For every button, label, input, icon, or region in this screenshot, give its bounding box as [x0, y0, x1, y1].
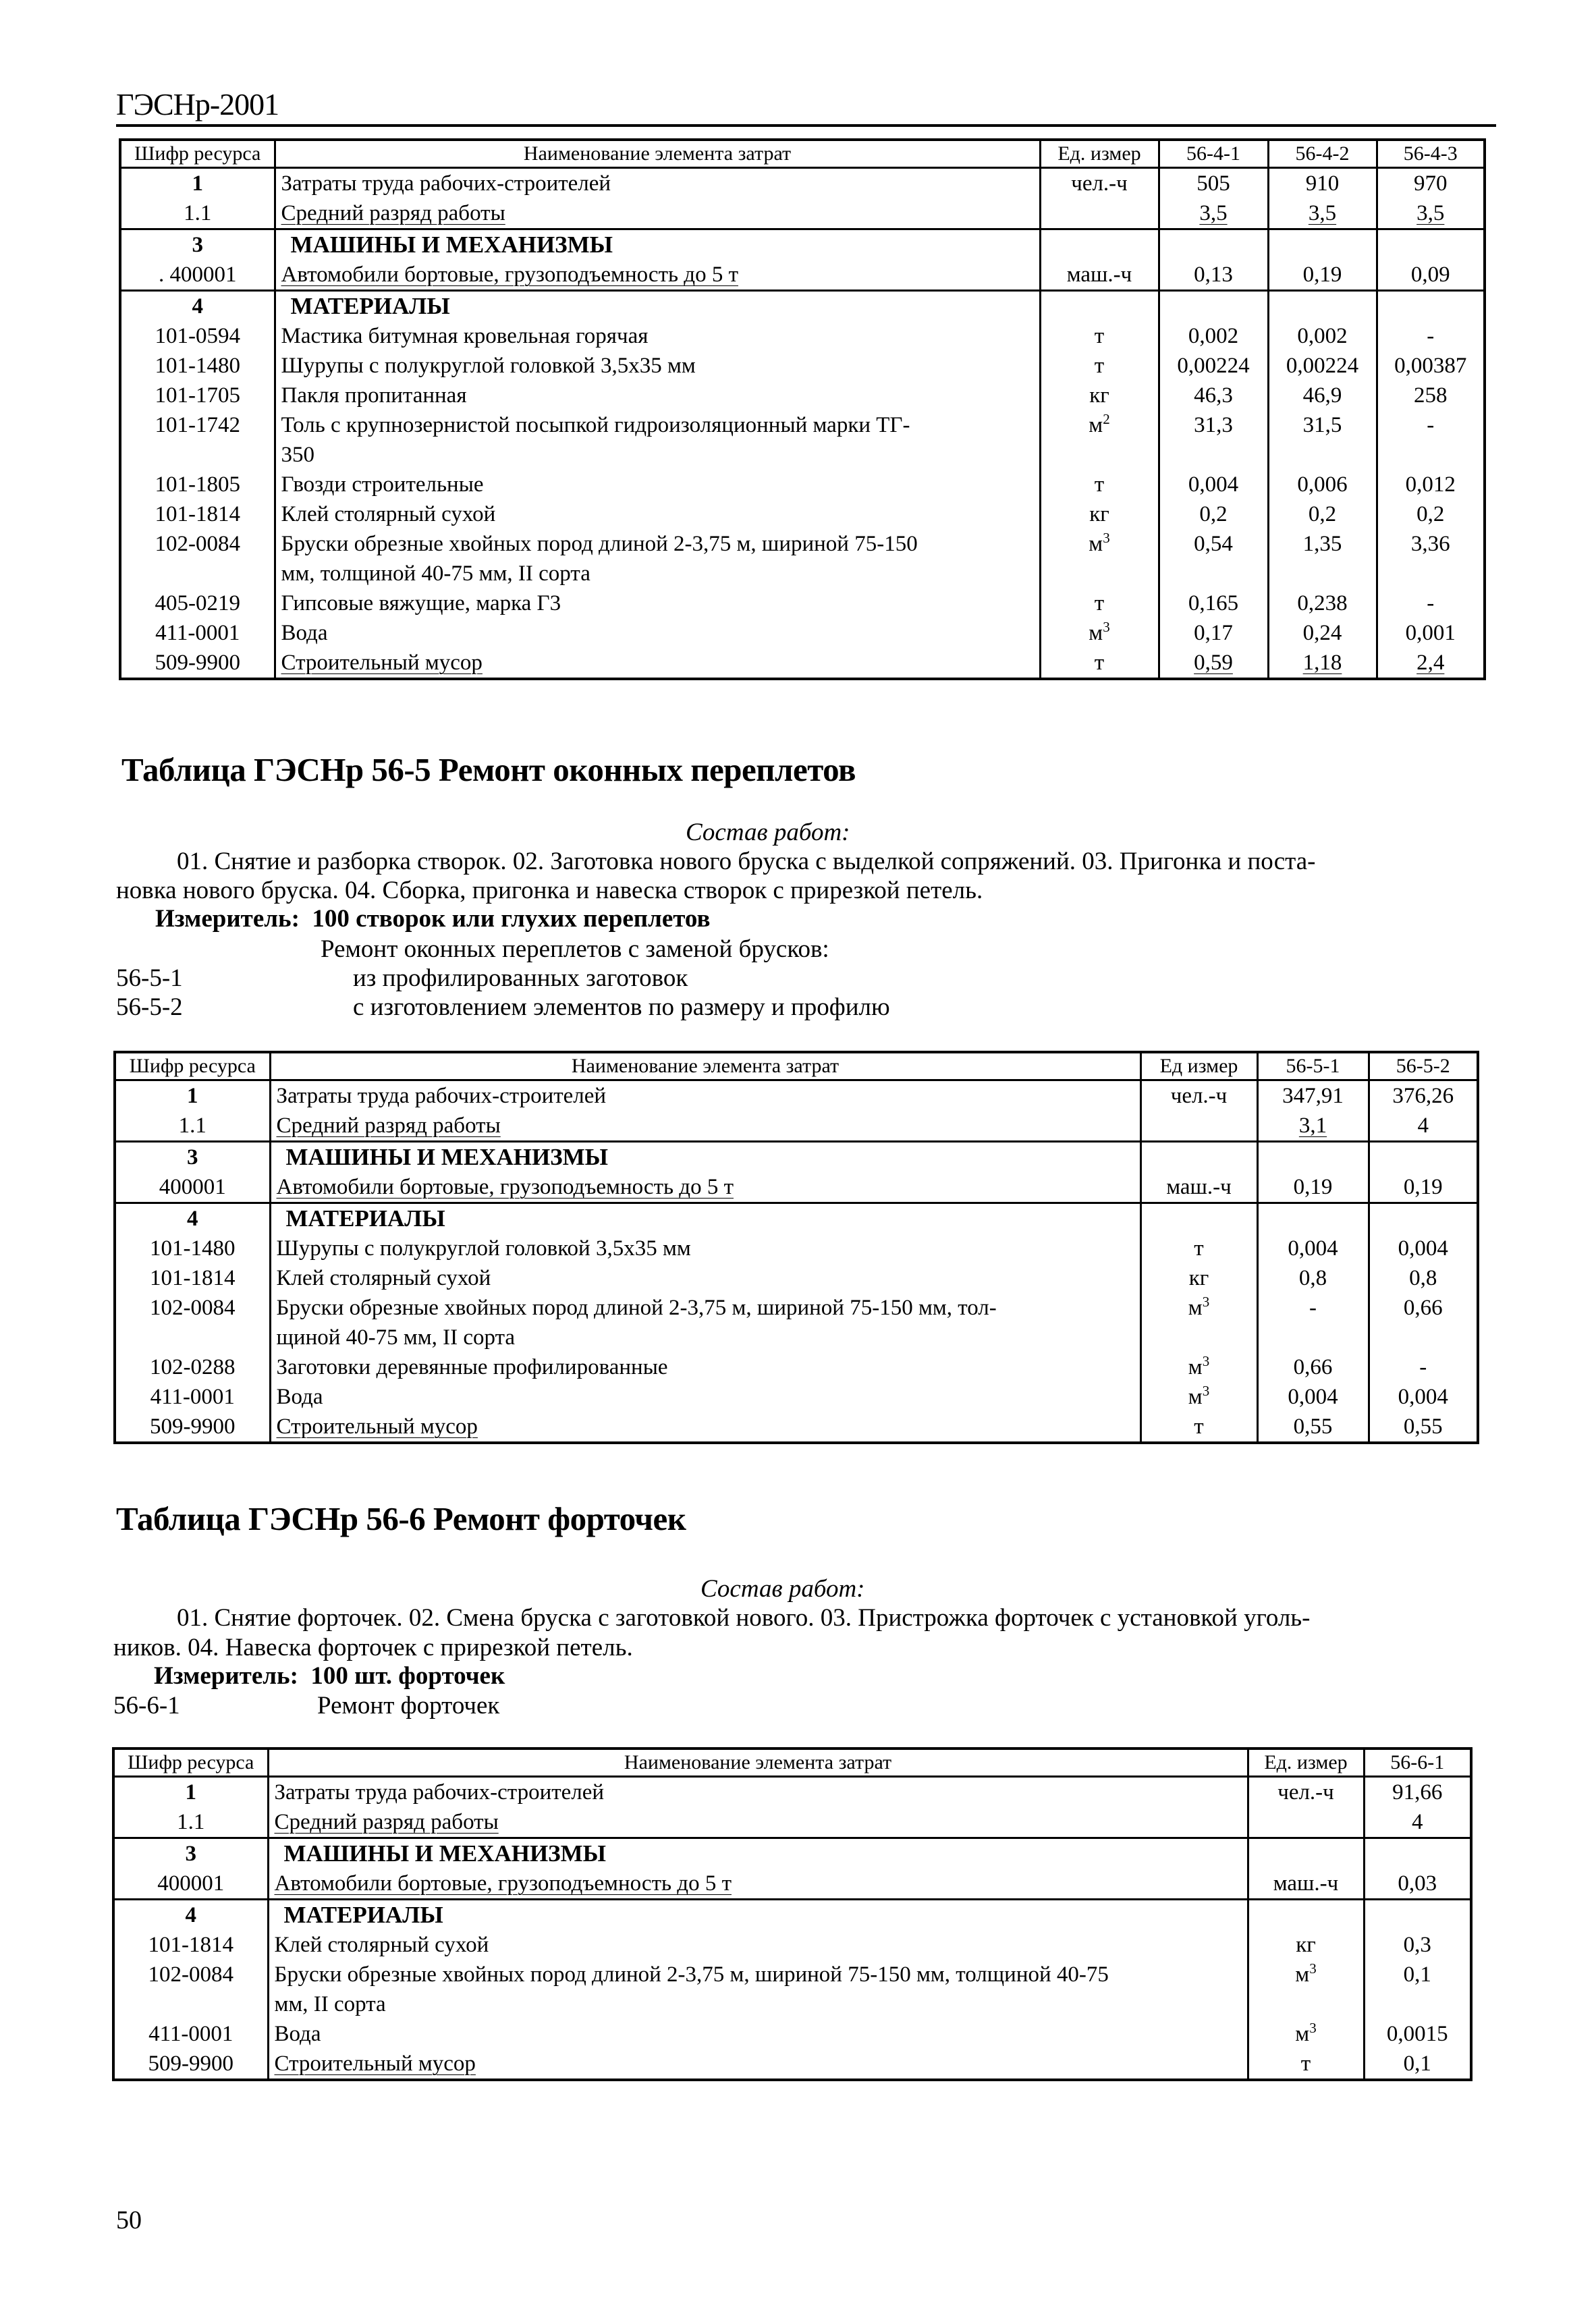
resource-name: Мастика битумная кровельная горячая: [275, 321, 1040, 351]
value: 0,0015: [1364, 2019, 1471, 2049]
value: 0,13: [1159, 229, 1268, 291]
norm-code: 56-5-1: [116, 964, 183, 992]
table-row: [120, 618, 1485, 648]
table-row: [115, 1382, 1478, 1412]
value: 0,004: [1369, 1382, 1478, 1412]
unit: т: [1140, 1234, 1257, 1263]
unit: $м^3$: [1140, 1293, 1257, 1352]
value: 0,66: [1369, 1293, 1478, 1352]
table-row: [120, 499, 1485, 529]
norm-code: 56-6-1: [113, 1692, 180, 1719]
table-row: [120, 321, 1485, 351]
table-row: [113, 1777, 1471, 1808]
meter-line: [155, 904, 711, 933]
resource-name: Автомобили бортовые, грузоподъемность до 5 т: [268, 1869, 1248, 1900]
value: -: [1377, 588, 1485, 618]
resource-code: 101-1480: [120, 351, 275, 381]
running-header: ГЭСНр-2001: [116, 87, 279, 121]
resource-code: 1: [115, 1080, 270, 1111]
value: 970: [1377, 168, 1485, 199]
table-header-row: [120, 140, 1485, 168]
value: 0,004: [1159, 470, 1268, 499]
col-header-norm: 56-4-2: [1268, 140, 1377, 168]
meter-value: 100 шт. форточек: [310, 1662, 505, 1690]
resource-name: Затраты труда рабочих-строителей: [275, 168, 1040, 199]
section-heading: МАТЕРИАЛЫ: [268, 1900, 1248, 1931]
col-header-unit: Ед. измер: [1248, 1749, 1364, 1777]
value: 0,2: [1377, 499, 1485, 529]
col-header-norm: 56-5-2: [1369, 1052, 1478, 1080]
table-row: [113, 1960, 1471, 2019]
resource-code: 411-0001: [120, 618, 275, 648]
unit: т: [1040, 648, 1159, 679]
section-heading: МАТЕРИАЛЫ: [275, 291, 1040, 322]
resource-name: Строительный мусор: [268, 2049, 1248, 2080]
col-header-name: Наименование элемента затрат: [270, 1052, 1140, 1080]
unit: $м^3$: [1140, 1382, 1257, 1412]
value: 505: [1159, 168, 1268, 199]
resource-name: Средний разряд работы: [270, 1111, 1140, 1142]
resource-code: 400001: [113, 1869, 268, 1900]
col-header-code: Шифр ресурса: [113, 1749, 268, 1777]
work-composition-line: 01. Снятие и разборка створок. 02. Заготовка нового бруска с выделкой сопряжений. 03. Пригонка и поста-: [177, 848, 1316, 875]
resource-name: Гипсовые вяжущие, марка Г3: [275, 588, 1040, 618]
col-header-norm: 56-4-3: [1377, 140, 1485, 168]
table-header-row: [113, 1749, 1471, 1777]
value: 1,35: [1268, 529, 1377, 588]
value: -: [1369, 1352, 1478, 1382]
table-row: [120, 198, 1485, 229]
value: -: [1257, 1293, 1369, 1352]
resource-table-56-4: [119, 138, 1486, 680]
meter-label: Измеритель:: [154, 1662, 298, 1690]
unit: т: [1248, 2049, 1364, 2080]
value: 0,001: [1377, 618, 1485, 648]
table-header-row: [115, 1052, 1478, 1080]
table-row: [120, 168, 1485, 199]
table-row: [115, 1293, 1478, 1352]
table-row: [120, 410, 1485, 470]
resource-name: Средний разряд работы: [275, 198, 1040, 229]
unit: т: [1140, 1412, 1257, 1443]
table-row: [113, 1930, 1471, 1960]
resource-name: Заготовки деревянные профилированные: [270, 1352, 1140, 1382]
col-header-code: Шифр ресурса: [115, 1052, 270, 1080]
unit: $м^3$: [1248, 1960, 1364, 2019]
meter-value: 100 створок или глухих переплетов: [312, 905, 711, 933]
value: 0,165: [1159, 588, 1268, 618]
work-composition-line: ников. 04. Навеска форточек с прирезкой петель.: [113, 1634, 633, 1661]
table-row: [115, 1263, 1478, 1293]
resource-code: 509-9900: [120, 648, 275, 679]
work-composition-line: 01. Снятие форточек. 02. Смена бруска с заготовкой нового. 03. Пристрожка форточек с установкой уголь-: [177, 1604, 1311, 1632]
value: 0,3: [1364, 1930, 1471, 1960]
group-caption: Ремонт оконных переплетов с заменой брусков:: [321, 935, 829, 963]
unit: [1040, 198, 1159, 229]
table-row: [120, 529, 1485, 588]
header-rule: [116, 124, 1496, 127]
value: 0,00224: [1159, 351, 1268, 381]
unit: чел.-ч: [1040, 168, 1159, 199]
unit: кг: [1140, 1263, 1257, 1293]
col-header-norm: 56-4-1: [1159, 140, 1268, 168]
unit: кг: [1040, 499, 1159, 529]
value: 3,5: [1377, 198, 1485, 229]
resource-name: Бруски обрезные хвойных пород длиной 2-3,75 м, шириной 75-150 мм, толщиной 40-75 мм, II сорта: [268, 1960, 1248, 2019]
norm-code: 56-5-2: [116, 993, 183, 1021]
resource-code: 101-1814: [115, 1263, 270, 1293]
unit: $м^3$: [1040, 529, 1159, 588]
value: 0,00387: [1377, 351, 1485, 381]
unit: т: [1040, 588, 1159, 618]
resource-name: Гвозди строительные: [275, 470, 1040, 499]
norm-description: с изготовлением элементов по размеру и профилю: [353, 993, 890, 1021]
table-row: [113, 1900, 1471, 1931]
value: 0,17: [1159, 618, 1268, 648]
resource-code: 101-1814: [113, 1930, 268, 1960]
resource-name: Строительный мусор: [270, 1412, 1140, 1443]
resource-table-56-5: [113, 1051, 1479, 1444]
value: 0,2: [1159, 499, 1268, 529]
section-heading: МАШИНЫ И МЕХАНИЗМЫ: [275, 229, 1040, 260]
table-row: [120, 648, 1485, 679]
resource-name: Затраты труда рабочих-строителей: [270, 1080, 1140, 1111]
value: 0,004: [1257, 1234, 1369, 1263]
section-heading: МАШИНЫ И МЕХАНИЗМЫ: [268, 1838, 1248, 1869]
value: 0,55: [1257, 1412, 1369, 1443]
unit: кг: [1248, 1930, 1364, 1960]
unit: кг: [1040, 381, 1159, 410]
resource-code: 101-1814: [120, 499, 275, 529]
table-row: [115, 1111, 1478, 1142]
unit: $м^3$: [1248, 2019, 1364, 2049]
resource-code: 405-0219: [120, 588, 275, 618]
value: 0,19: [1257, 1142, 1369, 1203]
resource-code: 509-9900: [113, 2049, 268, 2080]
value: -: [1377, 410, 1485, 470]
value: 0,54: [1159, 529, 1268, 588]
value: 3,5: [1268, 198, 1377, 229]
unit: маш.-ч: [1040, 229, 1159, 291]
resource-table-56-6: [112, 1747, 1473, 2081]
table-row: [120, 381, 1485, 410]
resource-code: 102-0288: [115, 1352, 270, 1382]
section-heading: МАШИНЫ И МЕХАНИЗМЫ: [270, 1142, 1140, 1173]
section-title-56-6: Таблица ГЭСНр 56-6 Ремонт форточек: [116, 1500, 686, 1537]
unit: [1140, 1111, 1257, 1142]
resource-name: Бруски обрезные хвойных пород длиной 2-3,75 м, шириной 75-150 мм, тол- щиной 40-75 мм, II сорта: [270, 1293, 1140, 1352]
value: 0,2: [1268, 499, 1377, 529]
value: 31,5: [1268, 410, 1377, 470]
work-composition-label: Состав работ:: [686, 819, 850, 846]
meter-line: [154, 1661, 505, 1690]
value: 0,55: [1369, 1412, 1478, 1443]
value: 347,91: [1257, 1080, 1369, 1111]
resource-code: 1: [113, 1777, 268, 1808]
value: 3,36: [1377, 529, 1485, 588]
col-header-norm: 56-5-1: [1257, 1052, 1369, 1080]
value: 0,8: [1369, 1263, 1478, 1293]
meter-label: Измеритель:: [155, 905, 300, 933]
value: 31,3: [1159, 410, 1268, 470]
resource-code: 509-9900: [115, 1412, 270, 1443]
resource-name: Клей столярный сухой: [270, 1263, 1140, 1293]
value: 0,012: [1377, 470, 1485, 499]
norm-description: из профилированных заготовок: [353, 964, 688, 992]
unit: чел.-ч: [1248, 1777, 1364, 1808]
value: 0,19: [1369, 1142, 1478, 1203]
resource-name: Строительный мусор: [275, 648, 1040, 679]
table-row: [115, 1080, 1478, 1111]
table-row: [120, 588, 1485, 618]
resource-code: 411-0001: [113, 2019, 268, 2049]
resource-code: 102-0084: [113, 1960, 268, 2019]
resource-code: 400001: [115, 1172, 270, 1203]
value: 91,66: [1364, 1777, 1471, 1808]
resource-code: 1: [120, 168, 275, 199]
table-row: [113, 2019, 1471, 2049]
resource-name: Затраты труда рабочих-строителей: [268, 1777, 1248, 1808]
value: 0,24: [1268, 618, 1377, 648]
col-header-unit: Ед. измер: [1040, 140, 1159, 168]
resource-code: 102-0084: [120, 529, 275, 588]
resource-code: . 400001: [120, 260, 275, 291]
value: 0,09: [1377, 229, 1485, 291]
resource-code: 101-1805: [120, 470, 275, 499]
resource-code: 4: [120, 291, 275, 322]
resource-name: Шурупы с полукруглой головкой 3,5х35 мм: [275, 351, 1040, 381]
unit: т: [1040, 470, 1159, 499]
table-row: [120, 470, 1485, 499]
resource-code: 1.1: [113, 1807, 268, 1838]
resource-code: 3: [115, 1142, 270, 1173]
table-row: [120, 229, 1485, 260]
resource-name: Клей столярный сухой: [268, 1930, 1248, 1960]
table-row: [115, 1142, 1478, 1173]
resource-name: Средний разряд работы: [268, 1807, 1248, 1838]
resource-code: 101-0594: [120, 321, 275, 351]
value: 2,4: [1377, 648, 1485, 679]
table-row: [115, 1234, 1478, 1263]
value: 0,66: [1257, 1352, 1369, 1382]
resource-code: 101-1480: [115, 1234, 270, 1263]
resource-code: 1.1: [115, 1111, 270, 1142]
col-header-name: Наименование элемента затрат: [268, 1749, 1248, 1777]
unit: чел.-ч: [1140, 1080, 1257, 1111]
value: 0,004: [1257, 1382, 1369, 1412]
table-row: [113, 2049, 1471, 2080]
unit: [1248, 1807, 1364, 1838]
table-row: [113, 1838, 1471, 1869]
resource-name: Бруски обрезные хвойных пород длиной 2-3,75 м, шириной 75-150 мм, толщиной 40-75 мм, II сорта: [275, 529, 1040, 588]
resource-name: Вода: [270, 1382, 1140, 1412]
value: 0,00224: [1268, 351, 1377, 381]
value: 910: [1268, 168, 1377, 199]
value: 46,3: [1159, 381, 1268, 410]
resource-code: 3: [113, 1838, 268, 1869]
unit: т: [1040, 321, 1159, 351]
section-title-56-5: Таблица ГЭСНр 56-5 Ремонт оконных переплетов: [121, 751, 856, 788]
norm-description: Ремонт форточек: [317, 1692, 500, 1719]
resource-code: 1.1: [120, 198, 275, 229]
unit: т: [1040, 351, 1159, 381]
table-row: [120, 351, 1485, 381]
resource-name: Автомобили бортовые, грузоподъемность до 5 т: [270, 1172, 1140, 1203]
unit: маш.-ч: [1248, 1838, 1364, 1900]
col-header-name: Наименование элемента затрат: [275, 140, 1040, 168]
value: 0,1: [1364, 2049, 1471, 2080]
table-row: [115, 1412, 1478, 1443]
resource-code: 3: [120, 229, 275, 260]
value: 0,19: [1268, 229, 1377, 291]
table-row: [120, 291, 1485, 322]
resource-code: 4: [115, 1203, 270, 1234]
work-composition-label: Состав работ:: [700, 1575, 865, 1603]
resource-name: Клей столярный сухой: [275, 499, 1040, 529]
value: 0,238: [1268, 588, 1377, 618]
resource-name: Пакля пропитанная: [275, 381, 1040, 410]
value: 1,18: [1268, 648, 1377, 679]
table-row: [113, 1807, 1471, 1838]
resource-code: 4: [113, 1900, 268, 1931]
unit: $м^2$: [1040, 410, 1159, 470]
resource-name: Шурупы с полукруглой головкой 3,5х35 мм: [270, 1234, 1140, 1263]
table-row: [115, 1203, 1478, 1234]
resource-name: Толь с крупнозернистой посыпкой гидроизоляционный марки ТГ- 350: [275, 410, 1040, 470]
col-header-unit: Ед измер: [1140, 1052, 1257, 1080]
resource-code: 411-0001: [115, 1382, 270, 1412]
unit: $м^3$: [1040, 618, 1159, 648]
unit: маш.-ч: [1140, 1142, 1257, 1203]
resource-name: Вода: [275, 618, 1040, 648]
resource-code: 101-1742: [120, 410, 275, 470]
value: 0,59: [1159, 648, 1268, 679]
value: 0,006: [1268, 470, 1377, 499]
value: 46,9: [1268, 381, 1377, 410]
value: 3,5: [1159, 198, 1268, 229]
col-header-code: Шифр ресурса: [120, 140, 275, 168]
value: 4: [1364, 1807, 1471, 1838]
value: 4: [1369, 1111, 1478, 1142]
value: -: [1377, 321, 1485, 351]
table-row: [115, 1352, 1478, 1382]
col-header-norm: 56-6-1: [1364, 1749, 1471, 1777]
value: 258: [1377, 381, 1485, 410]
resource-name: Вода: [268, 2019, 1248, 2049]
resource-code: 101-1705: [120, 381, 275, 410]
section-heading: МАТЕРИАЛЫ: [270, 1203, 1140, 1234]
value: 0,1: [1364, 1960, 1471, 2019]
value: 3,1: [1257, 1111, 1369, 1142]
value: 376,26: [1369, 1080, 1478, 1111]
value: 0,8: [1257, 1263, 1369, 1293]
resource-name: Автомобили бортовые, грузоподъемность до 5 т: [275, 260, 1040, 291]
page-number: 50: [116, 2206, 142, 2234]
unit: $м^3$: [1140, 1352, 1257, 1382]
value: 0,004: [1369, 1234, 1478, 1263]
work-composition-line: новка нового бруска. 04. Сборка, пригонка и навеска створок с прирезкой петель.: [116, 877, 983, 904]
value: 0,002: [1268, 321, 1377, 351]
value: 0,002: [1159, 321, 1268, 351]
resource-code: 102-0084: [115, 1293, 270, 1352]
value: 0,03: [1364, 1838, 1471, 1900]
